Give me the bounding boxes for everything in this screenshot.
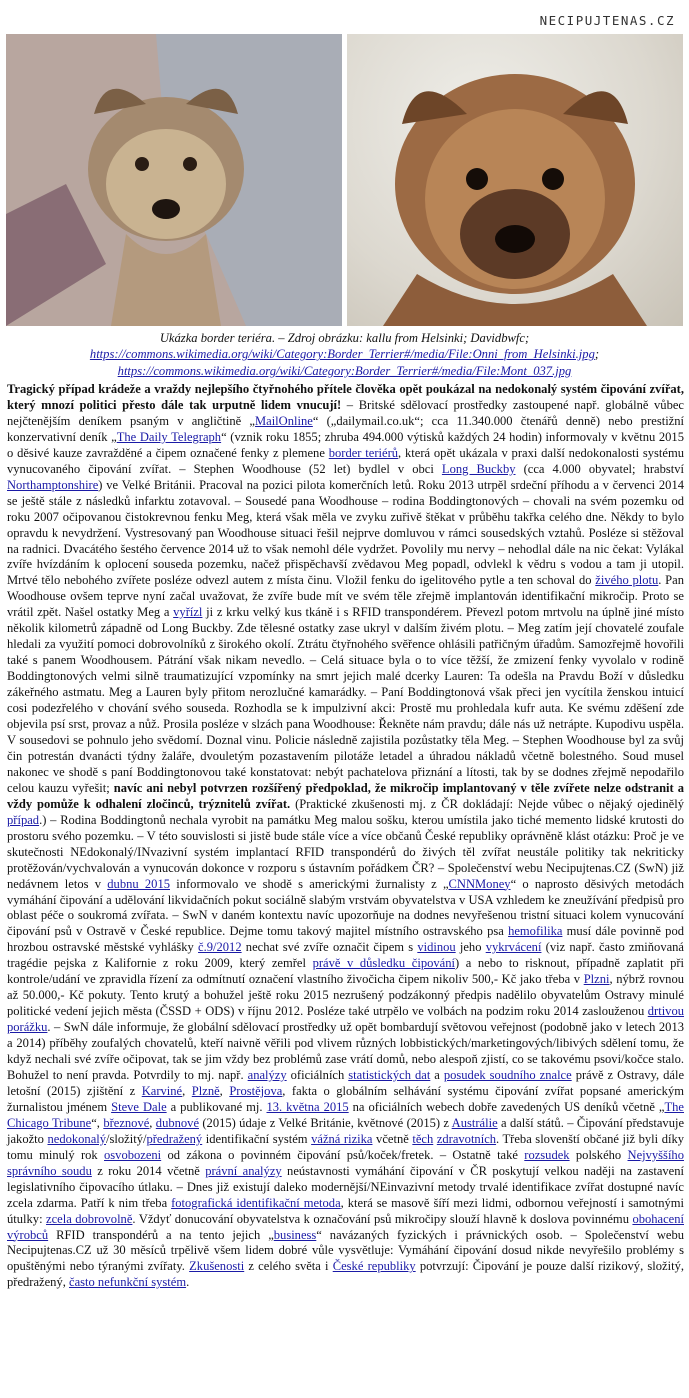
article-link[interactable]: The Chicago Tribune: [7, 1099, 684, 1130]
dog-photo-left: [6, 34, 342, 326]
caption-source-link-2[interactable]: https://commons.wikimedia.org/wiki/Category:Border_Terrier#/media/File:Mont_037.jpg: [117, 363, 572, 378]
article-text: musí dále povinně pod hrozbou ostravské městské vyhlášky: [7, 924, 684, 955]
article-text: ) a nebo to risknout, případně zaplatit při kontrole/udání ve zpravidla řízení za odmítnutí označení vlastního živočicha čipem nikoliv 500,- Kč jako třeba v: [7, 956, 685, 987]
article-link[interactable]: vykrvácení: [485, 940, 542, 955]
article-paragraph: [7, 382, 684, 1291]
article-text: . Pan Woodhouse ovšem teprve nyní začal uvažovat, že zvíře bude mít ve svém těle zřejmě implantován identifikační mikročip. Proto se vrátil zpět. Našel ostatky Meg a: [7, 573, 684, 620]
article-bold-text: Tragický případ krádeže a vraždy nejlepšího čtyřnohého přítele člověka opět poukázal na nedokonalý systém čipování zvířat, který mnozí politici přesto dále tak urputně lidem vnucují!: [7, 382, 684, 412]
article-link[interactable]: Zkušenosti: [189, 1259, 245, 1274]
article-text: “ o naprosto děsivých metodách vymáhání čipování a udělování likvidačních pokut sociálně slabým vrstvám obyvatelstva v USA vzhledem ke zneužívání předpisů pro oblast péče o soukromá zvířata. – SwN v daném kontextu navíc upozorňuje na dodnes nevyřešenou tristní situaci kolem vynucování čipování psů v Ostravě v České republice. Dejme tomu takový majitel místního ostravského psa: [7, 876, 684, 939]
caption-source-link-1[interactable]: https://commons.wikimedia.org/wiki/Category:Border_Terrier#/media/File:Onni_from_Helsinki.jpg: [89, 347, 595, 362]
article-link[interactable]: posudek soudního znalce: [443, 1067, 572, 1082]
article-text: , nýbrž rovnou až 50.000,- Kč pokuty. Tento krutý a bohužel ještě roku 2015 nezrušený podzákonný předpis nadělilo obyvatelům Ostravy minulé politické vedení jejich města (ČSSD + ODS) v říjnu 2012. Posléze také utrpělo ve volbách na podzim roku 2014 zaslouženou: [7, 972, 684, 1019]
site-logo: NECIPUJTENAS.CZ: [539, 13, 675, 28]
article-link[interactable]: Plzni: [583, 972, 610, 987]
article-text: a: [430, 1067, 444, 1082]
article-text: (Praktické zkušenosti mj. z ČR dokládají: Nejde vůbec o nějaký ojedinělý: [290, 796, 684, 811]
article-text: ,: [182, 1083, 192, 1098]
article-text: “ („dailymail.co.uk“; cca 11.340.000 čtenářů denně) nebo prestižní konzervativní deník „: [7, 413, 685, 444]
article-text: oficiálních: [286, 1067, 349, 1082]
article-link[interactable]: business: [273, 1227, 317, 1242]
article-link[interactable]: vidinou: [417, 940, 456, 955]
article-link[interactable]: border teriérů: [328, 445, 399, 460]
article-text: “,: [91, 1115, 104, 1130]
article-text: z celého světa i: [244, 1259, 333, 1274]
article-text: , která opět ukázala v praxi další nedokonalosti systému vynucovaného čipování zvířat. – Stephen Woodhouse (52 let) bydlel v obci: [7, 445, 684, 476]
article-text: polského: [569, 1147, 628, 1162]
article-link[interactable]: MailOnline: [254, 413, 313, 428]
article-link[interactable]: živého plotu: [595, 573, 659, 588]
article-link[interactable]: 13. května 2015: [266, 1099, 349, 1114]
article-text: RFID transpondérů a na tento jejich „: [48, 1227, 274, 1242]
article-link[interactable]: Nejvyššího správního soudu: [7, 1147, 684, 1178]
article-link[interactable]: Prostějova: [229, 1083, 283, 1098]
dog-photo-icon: [347, 34, 683, 326]
article-link[interactable]: těch: [412, 1131, 434, 1146]
dog-photo-right: [347, 34, 683, 326]
article-text: “ (vznik roku 1855; zhruba 494.000 výtisků každých 24 hodin) informovaly v květnu 2015 o děsivé kauze zavražděné a čipem označené fenky z plemene: [7, 429, 684, 460]
article-link[interactable]: případ: [7, 812, 40, 827]
article-link[interactable]: vážná rizika: [311, 1131, 373, 1146]
article-body: [7, 382, 684, 1291]
article-link[interactable]: Steve Dale: [111, 1099, 167, 1114]
article-link[interactable]: dubnu 2015: [107, 876, 170, 891]
article-text: .) – Rodina Boddingtonů nechala vyrobit na památku Meg malou sošku, kterou umístila jako tiché memento lidské krutosti do prostoru svého pozemku. – V této souvislosti si jistě bude stále více a více občanů České republiky oprávněně klást otázku: Proč je ve skutečnosti NEdokonalý/INvazivní systém implantací RFID transpondérů do živých těl zvířat neustále politiky tak nekriticky protěžován/vychvalován a vynucován dokonce v rozporu s ústavním pořádkem ČR? – Společenství webu Necipujtenas.CZ (SwN) již nedávnem letos v: [7, 812, 684, 891]
dog-photo-icon: [6, 34, 342, 326]
article-text: včetně: [372, 1131, 413, 1146]
article-text: od zákona o povinném čipování psů/koček/fretek. – Ostatně také: [161, 1147, 525, 1162]
article-link[interactable]: zcela dobrovolně: [46, 1211, 133, 1226]
article-text: na oficiálních webech dobře zavedených US deníků včetně „: [348, 1099, 665, 1114]
article-link[interactable]: zdravotních: [436, 1131, 497, 1146]
caption-separator: ;: [594, 347, 600, 362]
article-link[interactable]: právní analýzy: [205, 1163, 282, 1178]
article-text: (cca 4.000 obyvatel; hrabství: [515, 461, 685, 476]
article-link[interactable]: obohacení výrobců: [7, 1211, 684, 1242]
article-link[interactable]: právě v důsledku čipování: [312, 956, 455, 971]
caption-text: Ukázka border teriéra. – Zdroj obrázku: kallu from Helsinki; Davidbwfc;: [159, 331, 530, 345]
article-link[interactable]: nedokonalý: [47, 1131, 107, 1146]
article-text: ,: [149, 1115, 156, 1130]
image-caption: [40, 330, 649, 379]
article-text: neústavnosti vymáhání čipování v ČR poskytují velkou naději na zastavení legislativního čipovacího útlaku. – Dnes již existují daleko modernější/NEinvazivní metody trvalé identifikace zvířat dostupné navíc zcela zdarma. Patří k nim třeba: [7, 1163, 684, 1210]
article-text: z roku 2014 včetně: [91, 1163, 206, 1178]
article-text: – Britské sdělovací prostředky zastoupené např. globálně vůbec nejčtenějším deníkem psaným v angličtině „: [7, 397, 684, 428]
article-text: jeho: [455, 940, 486, 955]
article-link[interactable]: Karviné: [141, 1083, 183, 1098]
article-link[interactable]: č.9/2012: [198, 940, 242, 955]
article-link[interactable]: březnové: [103, 1115, 150, 1130]
article-text: nechat své zvíře označit čipem s: [241, 940, 418, 955]
article-text: potvrzují: Čipování je pouze další rizikový, složitý, předražený,: [7, 1259, 684, 1290]
article-link[interactable]: osvobozeni: [104, 1147, 162, 1162]
article-link[interactable]: Austrálie: [451, 1115, 498, 1130]
article-text: (viz např. často zmiňovaná tragédie pejska z Kalifornie z roku 2009, který zemřel: [7, 940, 685, 971]
article-text: .: [186, 1275, 190, 1290]
article-bold-text: navíc ani nebyl potvrzen rozšířený předpoklad, že mikročip implantovaný v těle zvířete nelze odstranit a vždy pomůže k odhalení zločinců, trýznitelů zvířat.: [7, 780, 684, 811]
article-text: ) ve Velké Británii. Pracoval na pozici pilota komerčních letů. Roku 2013 utrpěl srdeční příhodu a v červenci 2014 se ještě stále z následků infarktu zotavoval. – Sousedé pana Woodhouse – rodina Boddingtonových – chovali na svém pozemku od roku 2007 očipovanou čistokrevnou fenku Meg, která však měla ve zvyku zuřivě štěkat v průběhu takřka celého dne. Někdy to bylo opravdu k nevydržení. Vystresovaný pan Woodhouse situaci řešil nejprve domluvou v rámci sousedských vztahů. Posléze si stěžoval na radnici. Dvacátého šestého července 2014 už to však nemohl déle vydržet. Povolily mu nervy – nehodlal dále na nic čekat: Vylákal zvíře hvízdáním k oplocení souseda pozemku, načež přispěchavší zvědavou Meg popadl, odvlekl k vědru s vodou a tam ji utopil. Mrtvé tělo nebohého zvířete posléze odvezl autem z místa činu. Vložil fenku do igelitového pytle a ten schoval do: [7, 477, 684, 588]
article-link[interactable]: dubnové: [155, 1115, 200, 1130]
article-link[interactable]: The Daily Telegraph: [116, 429, 222, 444]
article-link[interactable]: drtivou porážku: [7, 1004, 684, 1035]
article-text: . – SwN dále informuje, že globální sdělovací prostředky už opět bombardují světovou veřejnost (podobně jako v letech 2013 a 2014) příběhy zoufalých chovatelů, kteří naivně věřili pod vlivem různých lobbistických/marketingových/libivých sdělení tomu, že když nechali své zvíře očipovat, tak se jim vždy bez problémů zase vrátí domů, nebo alespoň zjistí, co se takovému psovi/kočce stalo. Bohužel to není pravda. Potvrdily to mj. např.: [7, 1020, 684, 1082]
article-link[interactable]: předražený: [146, 1131, 203, 1146]
article-link[interactable]: hemofilika: [508, 924, 563, 939]
article-link[interactable]: Northamptonshire: [7, 477, 99, 492]
article-link[interactable]: České republiky: [332, 1259, 416, 1274]
article-link[interactable]: vyřízl: [173, 605, 203, 620]
article-text: , fakta o globálním selhávání systému čipování zvířat popsané americkým žurnalistou jménem: [7, 1083, 684, 1114]
article-text: právě z Ostravy, dále letošní (2015) zjištění z: [7, 1067, 685, 1098]
article-link[interactable]: Long Buckby: [441, 461, 516, 476]
article-text: “ navázaných fyzických i právnických osob. – Společenství webu Necipujtenas.CZ už 30 měsíců trpělivě všem lidem dobré vůle vysvětluje: Vymáhání čipování dosud nikde nevyřešilo problémy s opuštěnými nebo týranými zvířaty.: [7, 1227, 685, 1274]
article-text: (2015) údaje z Velké Británie, květnové (2015) z: [199, 1115, 452, 1130]
article-link[interactable]: Plzně: [191, 1083, 220, 1098]
article-text: a publikované mj.: [166, 1099, 267, 1114]
article-text: . Vždyť donucování obyvatelstva k označování psů mikročipy slouží hlavně k doslova povinnému: [132, 1211, 633, 1226]
article-text: , která se masově šíří mezi lidmi, odbornou veřejností i samotnými útulky:: [7, 1195, 685, 1226]
article-link[interactable]: často nefunkční systém: [69, 1275, 187, 1290]
article-link[interactable]: fotografická identifikační metoda: [171, 1195, 341, 1210]
article-text: ji z krku velký kus tkáně i s RFID transpondérem. Převezl potom mrtvolu na úplně jiné místo několik kilometrů západně od Long Buckby. Zde tělesné ostatky zase ukryl v dalším živém plotu. – Meg zatím její chovatelé zoufale hledali za využití pomoci dobrovolníků z širokého okolí. Ztrátu čtyřnohého svěřence ohlásili patřičným úřadům. Samozřejmě hovořili také s panem Woodhousem. Pátrání však nikam nevedlo. – Celá situace byla o to více těžší, že zmizení fenky vyvolalo v rodině Boddingtonových velmi silně traumatizující vzpomínky na smrt jejich malé dcerky Lauren: Ta odešla na Pravdu Boží v důsledku zákeřného astmatu. Meg a Lauren byly přitom nerozlučné kamarádky. – Paní Boddingtonová však přeci jen vycítila ženskou intuicí cosi podezřelého v chování svého souseda. Rozhodla se k impulzivní akci: Prostě mu prohledala kufr auta. Ke svému zděšení zde objevila psí srst, provaz a nůž. Prosila posléze v slzách pana Woodhouse: Řekněte nám pravdu; dále nás už netrápte. Kupodivu uspěla. V sousedovi se pohnulo jeho svědomí. Doznal vinu. Policie následně zajistila pozůstatky těla Meg. – Stephen Woodhouse byl za svůj čin potrestán dvanácti týdny žaláře, dvouletým pozastavením pilotáže letadel a úhradou nákladů včetně bolestného. Soud musel nakonec ve shodě s paní Boddingtonovou také konstatovat: nebýt pachatelova přiznání a lítosti, tak by se dodnes zřejmě nepodařilo celou kauzu vyřešit;: [7, 605, 684, 795]
article-text: /složitý/: [106, 1131, 147, 1146]
article-link[interactable]: statistických dat: [348, 1067, 431, 1082]
article-text: ,: [219, 1083, 230, 1098]
article-text: informovalo ve shodě s americkými žurnalisty z „: [170, 876, 449, 891]
article-text: identifikační systém: [202, 1131, 312, 1146]
article-link[interactable]: rozsudek: [524, 1147, 570, 1162]
photo-strip: [6, 34, 683, 326]
article-link[interactable]: analýzy: [247, 1067, 287, 1082]
article-link[interactable]: CNNMoney: [448, 876, 511, 891]
article-text: . Třeba slovenští občané již byli díky tomu minulý rok: [7, 1131, 685, 1162]
article-text: a další států. – Čipování představuje jakožto: [7, 1115, 685, 1146]
